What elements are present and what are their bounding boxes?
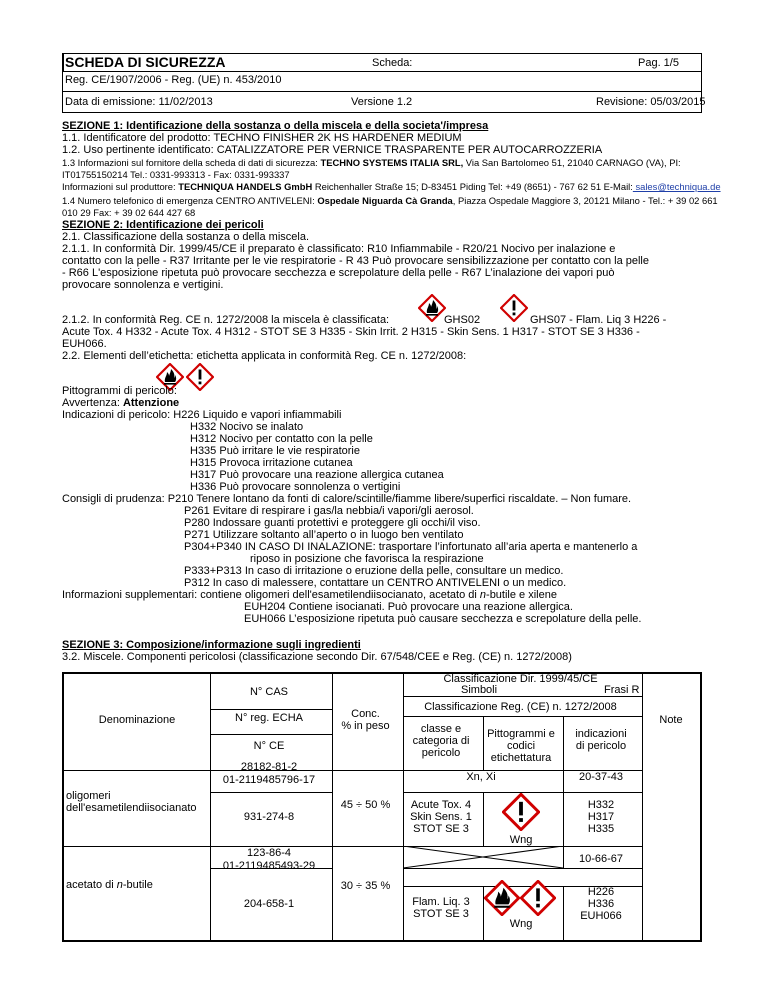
section1-title: SEZIONE 1: Identificazione della sostanza o della miscela e della societa'/impresa <box>62 120 489 132</box>
row2-classe-1: Flam. Liq. 3 <box>412 896 470 908</box>
row2-frasi: 10-66-67 <box>578 853 624 865</box>
row1-conc: 45 ÷ 50 % <box>340 799 391 811</box>
s2-line9: 2.2. Elementi dell’etichetta: etichetta applicata in conformità Reg. CE n. 1272/2008: <box>62 350 467 362</box>
pictogram-exclamation-icon <box>186 363 214 391</box>
row2-echa: 01-2119485493-29 <box>222 860 316 872</box>
row1-code: Wng <box>509 834 533 846</box>
row2-ind-3: EUH066 <box>580 910 622 922</box>
precaution-p304-cont: riposo in posizione che favorisca la respirazione <box>250 553 484 565</box>
s2-line6: 2.1.2. In conformità Reg. CE n. 1272/2008 la miscela è classificata: <box>62 314 390 326</box>
pictograms-label: Pittogrammi di pericolo: <box>62 385 177 397</box>
email-link[interactable]: sales@techniqua.de <box>632 181 721 192</box>
row2-cas: 123-86-4 <box>246 847 292 859</box>
precautionary-statements: Consigli di prudenza: P210 Tenere lontano da fonti di calore/scintille/fiamme libere/superfici riscaldate. – Non fumare. <box>62 493 632 505</box>
s2-line4: - R66 L'esposizione ripetuta può provocare secchezza e screpolature della pelle - R67 L’inalazione dei vapori può <box>62 267 615 279</box>
version: Versione 1.2 <box>351 96 413 108</box>
page-number: Pag. 1/5 <box>638 57 679 69</box>
s2-line5: provocare sonnolenza e vertigini. <box>62 279 224 291</box>
precaution-p312: P312 In caso di malessere, contattare un CENTRO ANTIVELENI o un medico. <box>184 577 567 589</box>
s2-line2: 2.1.1. In conformità Dir. 1999/45/CE il preparato è classificato: R10 Infiammabile - R20/21 Nocivo per inalazione e <box>62 243 616 255</box>
section2-title: SEZIONE 2: Identificazione dei pericoli <box>62 219 264 231</box>
row2-name: acetato di n-butile <box>66 879 153 891</box>
th-ind-1: indicazioni <box>575 728 627 740</box>
th-denominazione: Denominazione <box>98 714 176 726</box>
th-classe-1: classe e <box>420 723 462 735</box>
row1-simboli: Xn, Xi <box>466 771 496 783</box>
s2-line8: EUH066. <box>62 338 107 350</box>
ghs02-flame-icon <box>418 294 446 322</box>
supplementary-euh066: EUH066 L’esposizione ripetuta può causare secchezza e screpolature della pelle. <box>244 613 642 625</box>
row1-classe-2: Skin Sens. 1 <box>410 811 472 823</box>
row1-ce: 931-274-8 <box>243 811 295 823</box>
th-frasi: Frasi R <box>604 684 640 696</box>
precaution-p333: P333+P313 In caso di irritazione o eruzione della pelle, consultare un medico. <box>184 565 564 577</box>
row1-classe-1: Acute Tox. 4 <box>410 799 472 811</box>
row1-frasi: 20-37-43 <box>578 771 624 783</box>
s1-line6: 1.4 Numero telefonico di emergenza CENTRO ANTIVELENI: Ospedale Niguarda Cà Granda, Piazza Ospedale Maggiore 3, 20121 Milano - Tel.: + 39 02 661 <box>62 195 718 206</box>
issue-date: Data di emissione: 11/02/2013 <box>65 96 213 108</box>
s3-line1: 3.2. Miscele. Componenti pericolosi (classificazione secondo Dir. 67/548/CEE e Reg. (CE) n. 1272/2008) <box>62 651 572 663</box>
th-conc: Conc. <box>351 708 380 720</box>
hazard-h332: H332 Nocivo se inalato <box>190 421 304 433</box>
th-reg: Classificazione Reg. (CE) n. 1272/2008 <box>424 701 617 713</box>
row1-ind-3: H335 <box>587 823 615 835</box>
precaution-p280: P280 Indossare guanti protettivi e proteggere gli occhi/il viso. <box>184 517 481 529</box>
s1-line2: 1.2. Uso pertinente identificato: CATALIZZATORE PER VERNICE TRASPARENTE PER AUTOCARROZZERIA <box>62 144 603 156</box>
th-pitt-1: Pittogrammi e <box>487 728 555 740</box>
th-ce: N° CE <box>253 740 285 752</box>
s1-line4: IT01755150214 Tel.: 0331-993313 - Fax: 0331-993337 <box>62 169 290 180</box>
th-dir: Classificazione Dir. 1999/45/CE <box>443 673 598 685</box>
row2-classe-2: STOT SE 3 <box>413 908 469 920</box>
s2-line7: Acute Tox. 4 H332 - Acute Tox. 4 H312 - STOT SE 3 H335 - Skin Irrit. 2 H315 - Skin Sens. 1 H317 - STOT SE 3 H336 - <box>62 326 640 338</box>
hazard-h317: H317 Può provocare una reazione allergica cutanea <box>190 469 444 481</box>
row2-ind-1: H226 <box>587 886 615 898</box>
th-note: Note <box>659 714 683 726</box>
row1-name-1: oligomeri <box>66 790 111 802</box>
precaution-p261: P261 Evitare di respirare i gas/la nebbia/i vapori/gli aerosol. <box>184 505 474 517</box>
th-echa: N° reg. ECHA <box>235 712 303 724</box>
empty-cell-cross <box>403 846 563 868</box>
row2-ind-2: H336 <box>587 898 615 910</box>
row2-conc: 30 ÷ 35 % <box>340 880 391 892</box>
supplementary-info: Informazioni supplementari: contiene oligomeri dell'esametilendiisocianato, acetato di n-butile e xilene <box>62 589 557 601</box>
row1-echa: 01-2119485796-17 <box>222 774 316 786</box>
s1-line3: 1.3 Informazioni sul fornitore della scheda di dati di sicurezza: TECHNO SYSTEMS ITALIA SRL, Via San Bartolomeo 51, 21040 CARNAGO (VA), PI: <box>62 157 681 168</box>
th-pitt-2: codici etichettatura <box>490 740 552 764</box>
s1-line7: 010 29 Fax: + 39 02 644 427 68 <box>62 207 196 218</box>
th-conc-unit: % in peso <box>341 720 390 732</box>
row2-flame-icon <box>484 880 520 916</box>
row1-cas: 28182-81-2 <box>240 761 298 773</box>
row1-classe-3: STOT SE 3 <box>413 823 469 835</box>
supplementary-euh204: EUH204 Contiene isocianati. Può provocare una reazione allergica. <box>244 601 573 613</box>
s2-line3: contatto con la pelle - R37 Irritante per le vie respiratorie - R 43 Può provocare sensibilizzazione per contatto con la pelle <box>62 255 649 267</box>
doc-title: SCHEDA DI SICUREZZA <box>65 54 226 70</box>
ghs02-label: GHS02 <box>444 314 481 326</box>
ghs07-exclamation-icon <box>500 294 528 322</box>
hazard-h312: H312 Nocivo per contatto con la pelle <box>190 433 373 445</box>
revision-date: Revisione: 05/03/2015 <box>596 96 706 108</box>
row2-code: Wng <box>509 918 533 930</box>
scheda-label: Scheda: <box>372 57 413 69</box>
th-classe-2: categoria di <box>412 735 470 747</box>
row2-ce: 204-658-1 <box>243 898 295 910</box>
hazard-h336: H336 Può provocare sonnolenza o vertigini <box>190 481 401 493</box>
section3-title: SEZIONE 3: Composizione/informazione sugli ingredienti <box>62 639 361 651</box>
hazard-h335: H335 Può irritare le vie respiratorie <box>190 445 360 457</box>
s1-line1: 1.1. Identificatore del prodotto: TECHNO FINISHER 2K HS HARDENER MEDIUM <box>62 132 462 144</box>
s1-line5: Informazioni sul produttore: TECHNIQUA HANDELS GmbH Reichenhaller Straße 15; D-83451 Piding Tel: +49 (8651) - 767 62 51 E-Mail: sales@techniqua.de <box>62 181 721 192</box>
regulation: Reg. CE/1907/2006 - Reg. (UE) n. 453/2010 <box>65 74 282 86</box>
signal-word: Avvertenza: Attenzione <box>62 397 180 409</box>
row1-name-2: dell'esametilendiisocianato <box>66 802 197 814</box>
precaution-p271: P271 Utilizzare soltanto all’aperto o in luogo ben ventilato <box>184 529 464 541</box>
precaution-p304: P304+P340 IN CASO DI INALAZIONE: trasportare l’infortunato all’aria aperta e mantenerlo a <box>184 541 638 553</box>
th-classe-3: pericolo <box>421 747 461 759</box>
ghs07-label: GHS07 - Flam. Liq 3 H226 - <box>530 314 667 326</box>
hazard-h315: H315 Provoca irritazione cutanea <box>190 457 353 469</box>
row2-exclamation-icon <box>520 880 556 916</box>
row1-exclamation-icon <box>502 793 540 831</box>
row1-ind-2: H317 <box>587 811 615 823</box>
row1-ind-1: H332 <box>587 799 615 811</box>
th-ind-2: di pericolo <box>575 740 627 752</box>
th-cas: N° CAS <box>249 686 289 698</box>
th-simboli: Simboli <box>461 684 498 696</box>
hazard-statements: Indicazioni di pericolo: H226 Liquido e vapori infiammabili <box>62 409 342 421</box>
s2-line1: 2.1. Classificazione della sostanza o della miscela. <box>62 231 310 243</box>
